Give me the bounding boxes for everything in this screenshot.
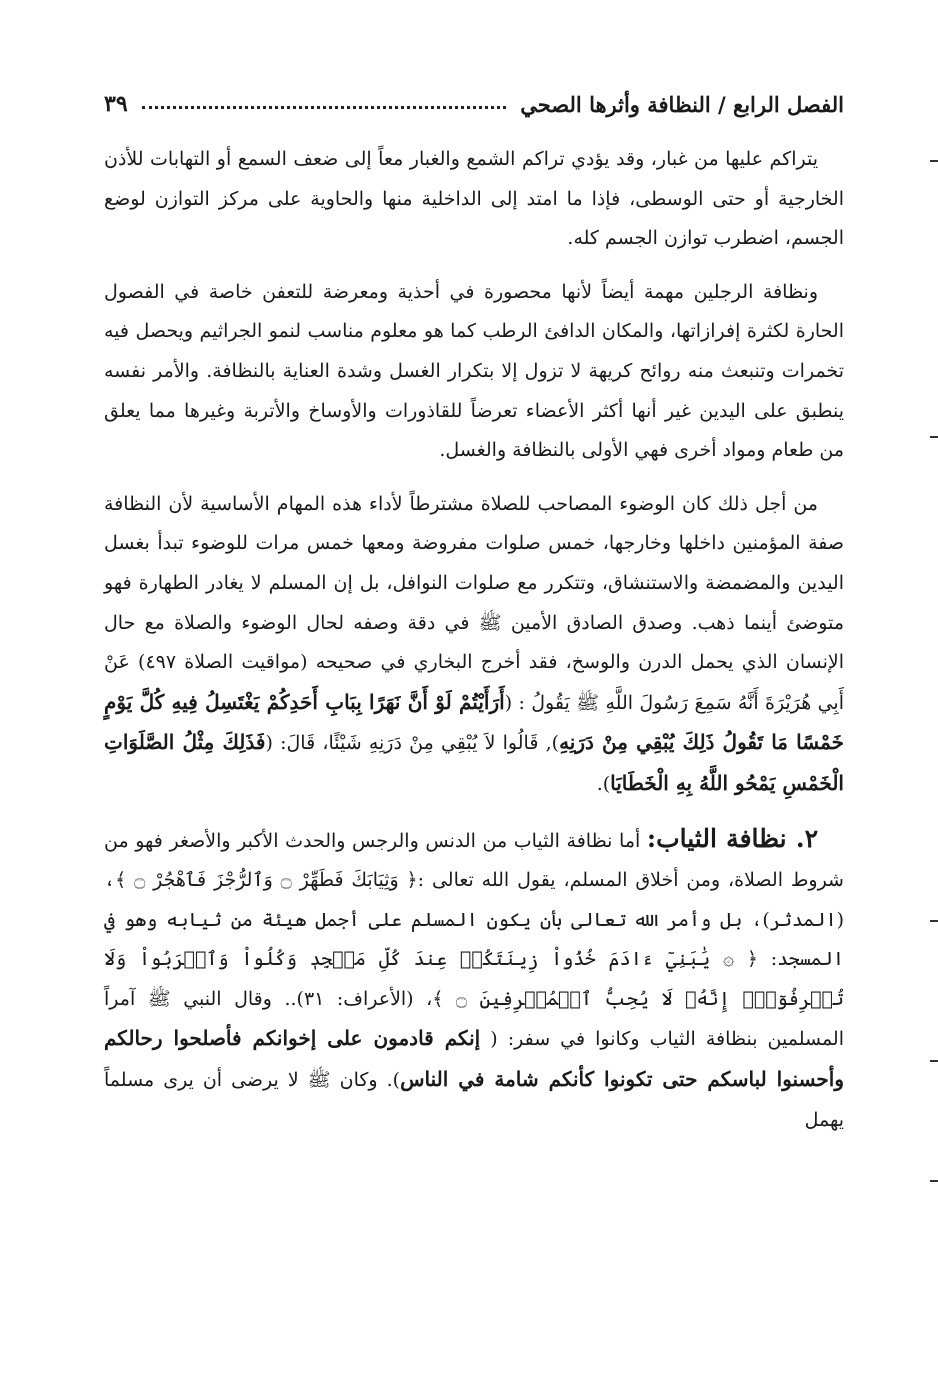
running-header xyxy=(104,84,844,124)
page-number: ٣٩ xyxy=(104,91,128,117)
paragraph-text: أما نظافة الثياب من الدنس والرجس والحدث الأكبر والأصغر فهو من شروط الصلاة، ومن أخلاق المسلم، يقول الله تعالى :﴿ وَثِيَابَكَ فَطَهِّرْ ۝ وَٱلرُّجْزَ فَٱهْجُرْ ۝ ﴾، (المدثر)، بل وأمر الله تعالى بأن يكون المسلم على أجمل هيئة من ثيابه وهو في المسجد: ﴿ ۞ يَٰبَنِيٓ ءَادَمَ خُذُواْ زِينَتَكُمۡ عِندَ كُلِّ مَسۡجِدٖ وَكُلُواْ وَٱشۡرَبُواْ وَلَا تُسۡرِفُوٓاْۚ إِنَّهُۥ لَا يُحِبُّ ٱلۡمُسۡرِفِينَ ۝ ﴾، (الأعراف: ٣١).. وقال النبي ﷺ آمراً المسلمين بنظافة الثياب وكانوا في سفر: ( xyxy=(104,829,845,1051)
section-heading: ٢. نظافة الثياب: xyxy=(646,823,818,853)
header-dotted-leader xyxy=(142,96,507,109)
paragraph-text: من أجل ذلك كان الوضوء المصاحب للصلاة مشترطاً لأداء هذه المهام الأساسية لأن النظافة صفة المؤمنين داخلها وخارجها، خمس صلوات مفروضة ومعها خمس مرات للوضوء تبدأ بغسل اليدين والمضمضة والاستنشاق، وتتكرر مع صلوات النوافل، بل إن المسلم لا يغادر الطهارة فهو متوضئ أينما ذهب. وصدق الصادق الأمين ﷺ في دقة وصفه لحال الوضوء والصلاة مع حال الإنسان الذي يحمل الدرن والوسخ، فقد أخرج البخاري في صحيحه (مواقيت الصلاة ٤٩٧) عَنْ أَبِي هُرَيْرَةَ أَنَّهُ سَمِعَ رَسُولَ اللَّهِ ﷺ يَقُولُ : ( xyxy=(104,492,844,714)
scan-margin-mark xyxy=(930,920,938,922)
paragraph-text: يتراكم عليها من غبار، وقد يؤدي تراكم الشمع والغبار معاً إلى ضعف السمع أو التهابات للأذن الخارجية أو حتى الوسطى، فإذا ما امتد إلى الداخلية منها والحاوية على مركز التوازن لوضع الجسم، اضطرب توازن الجسم كله. xyxy=(104,148,844,250)
paragraph-feet-hygiene xyxy=(104,273,844,471)
scan-margin-mark xyxy=(930,436,938,438)
scan-margin-mark xyxy=(930,160,938,162)
chapter-title: الفصل الرابع / النظافة وأثرها الصحي xyxy=(520,91,844,117)
scan-margin-mark xyxy=(930,1180,938,1182)
paragraph-clothes-hygiene xyxy=(104,819,844,1141)
hadith-quote: إنكم قادمون على إخوانكم فأصلحوا رحالكم وأحسنوا لباسكم حتى تكونوا كأنكم شامة في الناس xyxy=(104,1026,844,1092)
hadith-quote: أَرَأَيْتُمْ لَوْ أَنَّ نَهَرًا بِبَابِ أَحَدِكُمْ يَغْتَسِلُ فِيهِ كُلَّ يَوْمٍ خَمْسًا مَا تَقُولُ ذَلِكَ يُبْقِي مِنْ دَرَنِهِ xyxy=(104,689,844,755)
paragraph-text: ونظافة الرجلين مهمة أيضاً لأنها محصورة في أحذية ومعرضة للتعفن خاصة في الفصول الحارة لكثرة إفرازاتها، والمكان الدافئ الرطب كما هو معلوم مناسب لنمو الجراثيم ويحصل فيه تخمرات وتنبعث منه روائح كريهة لا تزول إلا بتكرار الغسل وشدة العناية بالنظافة. والأمر نفسه ينطبق على اليدين غير أنها أكثر الأعضاء تعرضاً للقاذورات والأوساخ والأتربة وغيرها مما يعلق من طعام ومواد أخرى فهي الأولى بالنظافة والغسل. xyxy=(104,280,844,462)
paragraph-text: ). xyxy=(596,772,611,795)
scan-margin-mark xyxy=(930,1060,938,1062)
body-text xyxy=(104,140,844,1140)
paragraph-text: ), قَالُوا لاَ يُبْقِي مِنْ دَرَنِهِ شَيْئًا، قَالَ: ( xyxy=(265,732,560,755)
paragraph-ear-hygiene xyxy=(104,140,844,259)
paragraph-text: ). وكان ﷺ لا يرضى أن يرى مسلماً يهمل xyxy=(104,1069,844,1131)
hadith-quote: فَذَلِكَ مِثْلُ الصَّلَوَاتِ الْخَمْسِ يَمْحُو اللَّهُ بِهِ الْخَطَايَا xyxy=(104,730,844,795)
paragraph-ablution xyxy=(104,485,844,805)
